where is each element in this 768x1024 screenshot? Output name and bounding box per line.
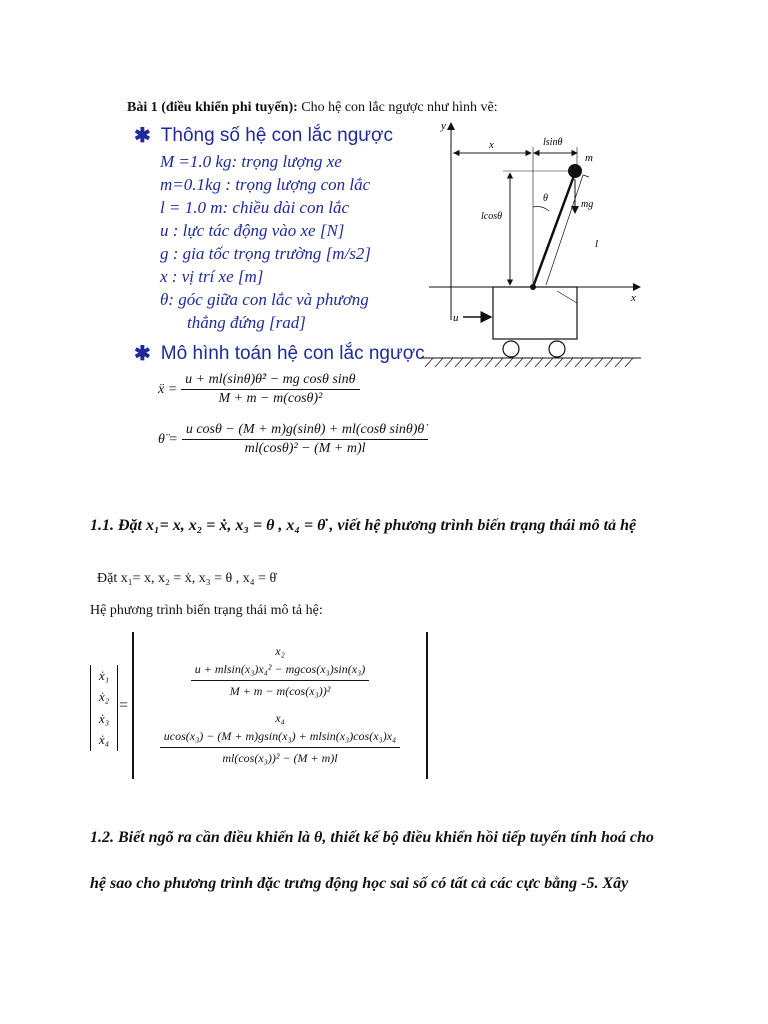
equation-denominator: M + m − m(cosθ)² xyxy=(218,391,323,406)
problem-title xyxy=(127,100,498,116)
param-item xyxy=(160,265,434,288)
matrix-row-2 xyxy=(134,662,426,699)
equation-numerator: u + ml(sinθ)θ̇² − mg cosθ sinθ xyxy=(181,372,359,390)
pendulum-diagram xyxy=(415,115,655,375)
param-symbol: θ xyxy=(160,290,169,309)
theta-arc xyxy=(533,207,549,212)
ground-hatch xyxy=(425,358,633,367)
dim-l-line xyxy=(546,175,583,285)
section-1-2-line-1: 1.2. Biết ngõ ra cần điều khiển là θ, thiết kế bộ điều khiển hồi tiếp tuyến tính hoá cho xyxy=(90,829,654,846)
param-item xyxy=(160,242,434,265)
matrix-fraction xyxy=(160,729,400,766)
params-block xyxy=(134,123,434,334)
matrix-fraction xyxy=(191,662,369,699)
params-heading-row xyxy=(134,123,434,148)
cart-wheel xyxy=(549,341,565,357)
param-item xyxy=(160,196,434,219)
param-item xyxy=(160,173,434,196)
param-item xyxy=(160,219,434,242)
dim-lsin-label: lsinθ xyxy=(543,137,563,148)
equals-sign: = xyxy=(119,697,129,714)
dim-x-label: x xyxy=(489,139,494,151)
param-text-continued: thẳng đứng [rad] xyxy=(187,313,306,332)
param-symbol: x xyxy=(160,267,168,286)
equation-theta-ddot xyxy=(158,422,428,457)
dim-lcos-label: lcosθ xyxy=(481,211,503,222)
matrix-numerator: u + mlsin(x₃)x₄² − mgcos(x₃)sin(x₃) xyxy=(191,662,369,681)
param-item xyxy=(160,150,434,173)
problem-title-bold: Bài 1 (điều khiển phi tuyến): xyxy=(127,100,298,115)
dim-l-tick xyxy=(583,175,589,177)
matrix-entry: x₂ xyxy=(275,644,285,658)
y-axis-label: y xyxy=(441,120,446,132)
param-text: = 1.0 m: chiều dài con lắc xyxy=(164,198,349,217)
equation-x-ddot xyxy=(158,372,360,407)
state-vector-entry: ẋ₃ xyxy=(98,710,110,726)
param-symbol: M xyxy=(160,152,175,171)
matrix-entry: x₄ xyxy=(275,711,285,725)
param-text: : vị trí xe [m] xyxy=(167,267,264,286)
mass-label: m xyxy=(585,152,593,164)
equation-lhs: ẍ = xyxy=(158,381,178,397)
state-vector-entry: ẋ₄ xyxy=(98,732,110,748)
asterisk-bullet-icon: ✱ xyxy=(134,125,151,147)
param-symbol: g xyxy=(160,244,169,263)
param-text: : lực tác động vào xe [N] xyxy=(168,221,345,240)
equation-fraction xyxy=(181,372,359,407)
param-text: =0.1kg : trọng lượng con lắc xyxy=(172,175,371,194)
param-symbol: u xyxy=(160,221,169,240)
section-1-1-desc: Hệ phương trình biến trạng thái mô tả hệ: xyxy=(90,603,323,618)
section-1-1-line: Đặt x₁= x, x₂ = ẋ, x₃ = θ , x₄ = θ̇ xyxy=(97,571,277,586)
params-heading: Thông số hệ con lắc ngược xyxy=(160,124,393,146)
equation-denominator: ml(cosθ)² − (M + m)l xyxy=(244,441,366,456)
cart-wheel xyxy=(503,341,519,357)
length-label: l xyxy=(595,238,599,250)
pendulum-rod xyxy=(533,173,575,287)
weight-label: mg xyxy=(581,199,594,210)
pendulum-mass xyxy=(568,164,582,178)
matrix-numerator: ucos(x₃) − (M + m)gsin(x₃) + mlsin(x₃)cos(x₃)x₄ xyxy=(160,729,400,748)
param-text: =1.0 kg: trọng lượng xe xyxy=(174,152,342,171)
matrix-row-3 xyxy=(134,709,426,727)
param-text: : gia tốc trọng trường [m/s2] xyxy=(168,244,372,263)
param-item-continued xyxy=(160,311,434,334)
matrix-row-1 xyxy=(134,642,426,660)
pivot xyxy=(530,284,536,290)
cart xyxy=(493,287,577,339)
state-vector xyxy=(90,665,118,751)
equation-numerator: u cosθ − (M + m)g(sinθ) + ml(cosθ sinθ)θ̇ xyxy=(182,422,428,440)
state-matrix xyxy=(132,632,428,779)
theta-label: θ xyxy=(543,193,548,204)
equation-fraction xyxy=(182,422,428,457)
state-vector-entry: ẋ₂ xyxy=(98,689,110,705)
x-axis-label: x xyxy=(631,292,636,304)
param-symbol: m xyxy=(160,175,173,194)
param-item xyxy=(160,288,434,311)
section-1-1-heading: 1.1. Đặt x₁= x, x₂ = ẋ, x₃ = θ , x₄ = θ̇ , viết hệ phương trình biến trạng thái mô tả hệ xyxy=(90,517,637,534)
force-label: u xyxy=(453,312,459,324)
model-heading: Mô hình toán hệ con lắc ngược xyxy=(160,342,425,364)
equation-lhs: θ̈ = xyxy=(158,431,178,447)
asterisk-bullet-icon: ✱ xyxy=(134,343,151,365)
state-vector-entry: ẋ₁ xyxy=(98,667,110,683)
problem-title-rest: Cho hệ con lắc ngược như hình vẽ: xyxy=(297,100,498,115)
matrix-row-4 xyxy=(134,729,426,766)
param-text: : góc giữa con lắc và phương xyxy=(168,290,369,309)
params-list xyxy=(134,150,434,334)
section-1-2-line-2: hệ sao cho phương trình đặc trưng động học sai số có tất cả các cực bằng -5. Xây xyxy=(90,875,629,892)
matrix-denominator: M + m − m(cos(x₃))² xyxy=(229,684,331,698)
matrix-denominator: ml(cos(x₃))² − (M + m)l xyxy=(222,751,338,765)
param-symbol: l xyxy=(160,198,165,217)
